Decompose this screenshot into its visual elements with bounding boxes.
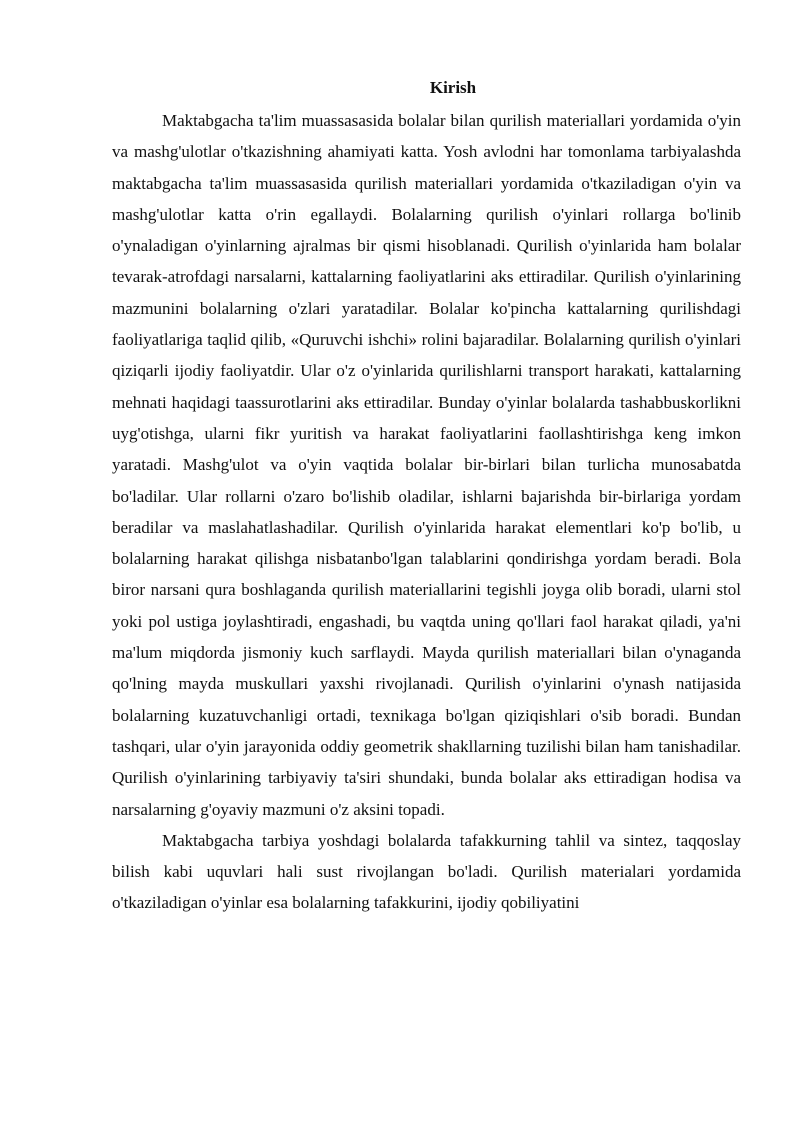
paragraph-1: Maktabgacha ta'lim muassasasida bolalar bilan qurilish materiallari yordamida o'yin va mashg'ulotlar o'tkazishning ahamiyati katta. Yosh avlodni har tomonlama tarbiyalashda maktabgacha ta'lim muassasasida qurilish materiallari yordamida o'tkaziladigan o'yin va mashg'ulotlar katta o'rin egallaydi. Bolalarning qurilish o'yinlari rollarga bo'linib o'ynaladigan o'yinlarning ajralmas bir qismi hisoblanadi. Qurilish o'yinlarida ham bolalar tevarak-atrofdagi narsalarni, kattalarning faoliyatlarini aks ettiradilar. Qurilish o'yinlarining mazmunini bolalarning o'zlari yaratadilar. Bolalar ko'pincha kattalarning qurilishdagi faoliyatlariga taqlid qilib, «Quruvchi ishchi» rolini bajaradilar. Bolalarning qurilish o'yinlari qiziqarli ijodiy faoliyatdir. Ular o'z o'yinlarida qurilishlarni transport harakati, kattalarning mehnati haqidagi taassurotlarini aks ettiradilar. Bunday o'yinlar bolalarda tashabbuskorlikni uyg'otishga, ularni fikr yuritish va harakat faoliyatlarini faollashtirishga keng imkon yaratadi. Mashg'ulot va o'yin vaqtida bolalar bir-birlari bilan turlicha munosabatda bo'ladilar. Ular rollarni o'zaro bo'lishib oladilar, ishlarni bajarishda bir-birlariga yordam beradilar va maslahatlashadilar. Qurilish o'yinlarida harakat elementlari ko'p bo'lib, u bolalarning harakat qilishga nisbatanbo'lgan talablarini qondirishga yordam beradi. Bola biror narsani qura boshlaganda qurilish materiallarini tegishli joyga olib boradi, ularni stol yoki pol ustiga joylashtiradi, engashadi, bu vaqtda uning qo'llari faol harakat qiladi, ya'ni ma'lum miqdorda jismoniy kuch sarflaydi. Mayda qurilish materiallari bilan o'ynaganda qo'lning mayda muskullari yaxshi rivojlanadi. Qurilish o'yinlarini o'ynash natijasida bolalarning kuzatuvchanligi ortadi, texnikaga bo'lgan qiziqishlari o'sib boradi. Bundan tashqari, ular o'yin jarayonida oddiy geometrik shakllarning tuzilishi bilan ham tanishadilar. Qurilish o'yinlarining tarbiyaviy ta'siri shundaki, bunda bolalar aks ettiradigan hodisa va narsalarning g'oyaviy mazmuni o'z aksini topadi. xyxy=(112,111,741,819)
title-container xyxy=(112,74,794,102)
paragraph-2: Maktabgacha tarbiya yoshdagi bolalarda tafakkurning tahlil va sintez, taqqoslay bilish kabi uquvlari hali sust rivojlangan bo'ladi. Qurilish materialari yordamida o'tkaziladigan o'yinlar esa bolalarning tafakkurini, ijodiy qobiliyatini xyxy=(112,830,741,913)
document-body xyxy=(112,105,741,919)
page-title: Kirish xyxy=(429,78,477,97)
